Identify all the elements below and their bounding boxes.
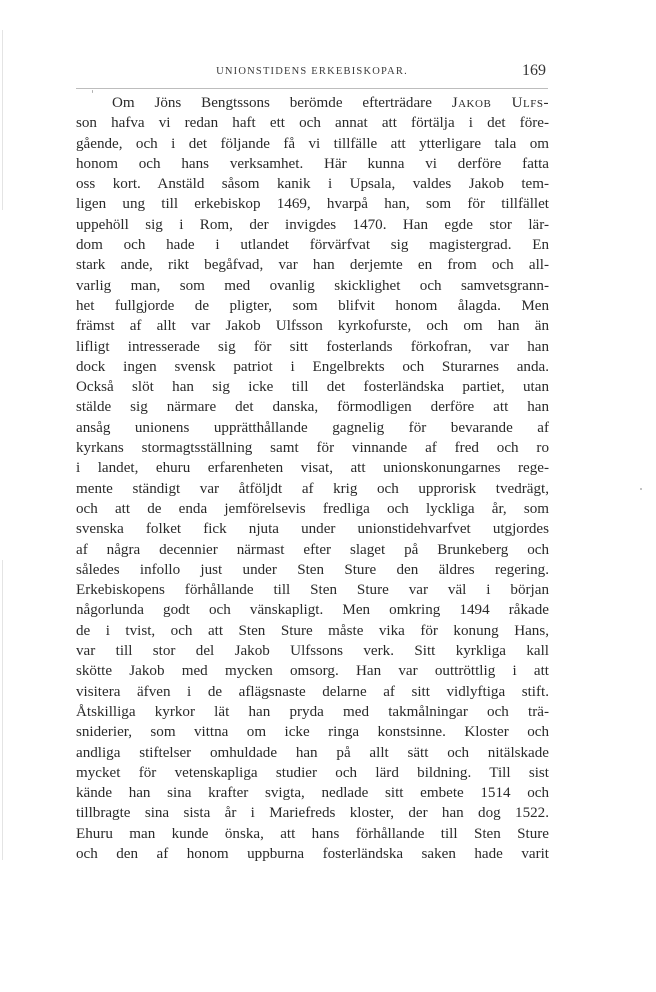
person-name: Jakob Ulfs-: [451, 95, 549, 111]
text-line: Ehuru man kunde önska, att hans förhållande till Sten Sture: [76, 825, 549, 842]
text-line: stälde sig närmare det danska, förmodligen derföre att han: [76, 399, 549, 416]
scan-speck: [640, 488, 642, 490]
text-line: ansåg unionens upprätthållande gagnelig för bevarande af: [76, 419, 549, 436]
scan-edge-mark: [2, 560, 3, 860]
text-line: de i tvist, och att Sten Sture måste vika för konung Hans,: [76, 622, 549, 639]
text-line: i landet, ehuru erfarenheten visat, att unionskonungarnes rege-: [76, 460, 549, 477]
text-line: främst af allt var Jakob Ulfsson kyrkofurste, och om han än: [76, 318, 549, 335]
text-line: het fullgjorde de pligter, som blifvit honom ålagda. Men: [76, 297, 549, 314]
text-line: oss kort. Anstäld såsom kanik i Upsala, valdes Jakob tem-: [76, 176, 549, 193]
text-line: mycket för vetenskapliga studier och lärd bildning. Till sist: [76, 764, 549, 781]
text-line: uppehöll sig i Rom, der invigdes 1470. Han egde stor lär-: [76, 216, 549, 233]
text-line: var till stor del Jakob Ulfssons verk. Sitt kyrkliga kall: [76, 643, 549, 660]
text-line: dom och hade i utlandet förvärfvat sig magistergrad. En: [76, 237, 549, 254]
text-line: tillbragte sina sista år i Mariefreds kloster, der han dog 1522.: [76, 805, 549, 822]
text-line: Också slöt han sig icke till det fosterländska partiet, utan: [76, 379, 549, 396]
running-head: [78, 62, 546, 82]
text-line: skötte Jakob med mycken omsorg. Han var outtröttlig i att: [76, 663, 549, 680]
text-line-content: Om Jöns Bengtssons berömde efterträdare: [112, 95, 432, 111]
text-line: lifligt intresserade sig för sitt fosterlands förkofran, var han: [76, 338, 549, 355]
header-rule: [76, 88, 548, 89]
text-line: kyrkans stormagtsställning samt för vinnande af fred och ro: [76, 440, 549, 457]
text-line: Åtskilliga kyrkor lät han pryda med takmålningar och trä-: [76, 703, 549, 720]
text-line: visitera äfven i de aflägsnaste delarne af sitt vidlyftiga stift.: [76, 683, 549, 700]
text-line: kände han sina krafter svigta, nedlade sitt embete 1514 och: [76, 785, 549, 802]
text-line: således infollo just under Sten Sture den äldres regering.: [76, 561, 549, 578]
text-line: sniderier, som vittna om icke ringa konstsinne. Kloster och: [76, 724, 549, 741]
text-line: svenska folket fick njuta under unionstidehvarfvet utgjordes: [76, 521, 549, 538]
text-line: ligen ung till erkebiskop 1469, hvarpå han, som för tillfället: [76, 196, 549, 213]
text-line: stark ande, rikt begåfvad, var han derjemte en from och all-: [76, 257, 549, 274]
text-line: någorlunda godt och vänskapligt. Men omkring 1494 råkade: [76, 602, 549, 619]
text-line: Erkebiskopens förhållande till Sten Sture var väl i början: [76, 582, 549, 599]
body-text: [76, 93, 549, 864]
text-line: mente ständigt var åtföljdt af krig och upprorisk tvedrägt,: [76, 480, 549, 497]
scan-edge-mark: [2, 30, 3, 210]
text-line: [76, 93, 549, 113]
text-line: honom och hans verksamhet. Här kunna vi derföre fatta: [76, 155, 549, 172]
text-line: af några decennier närmast efter slaget på Brunkeberg och: [76, 541, 549, 558]
page-number: 169: [522, 62, 546, 79]
text-line: son hafva vi redan haft ett och annat att förtälja i det före-: [76, 115, 549, 132]
text-line: dock ingen svensk patriot i Engelbrekts och Sturarnes anda.: [76, 358, 549, 375]
text-line: och den af honom uppburna fosterländska saken hade varit: [76, 845, 549, 862]
running-title: UNIONSTIDENS ERKEBISKOPAR.: [216, 66, 408, 77]
text-line: andliga stiftelser omhuldade han på allt sätt och nitälskade: [76, 744, 549, 761]
text-line: varlig man, som med ovanlig skicklighet och samvetsgrann-: [76, 277, 549, 294]
text-line: gående, och i det följande få vi tillfälle att ytterligare tala om: [76, 135, 549, 152]
text-line: och att de enda jemförelsevis fredliga och lyckliga år, som: [76, 500, 549, 517]
